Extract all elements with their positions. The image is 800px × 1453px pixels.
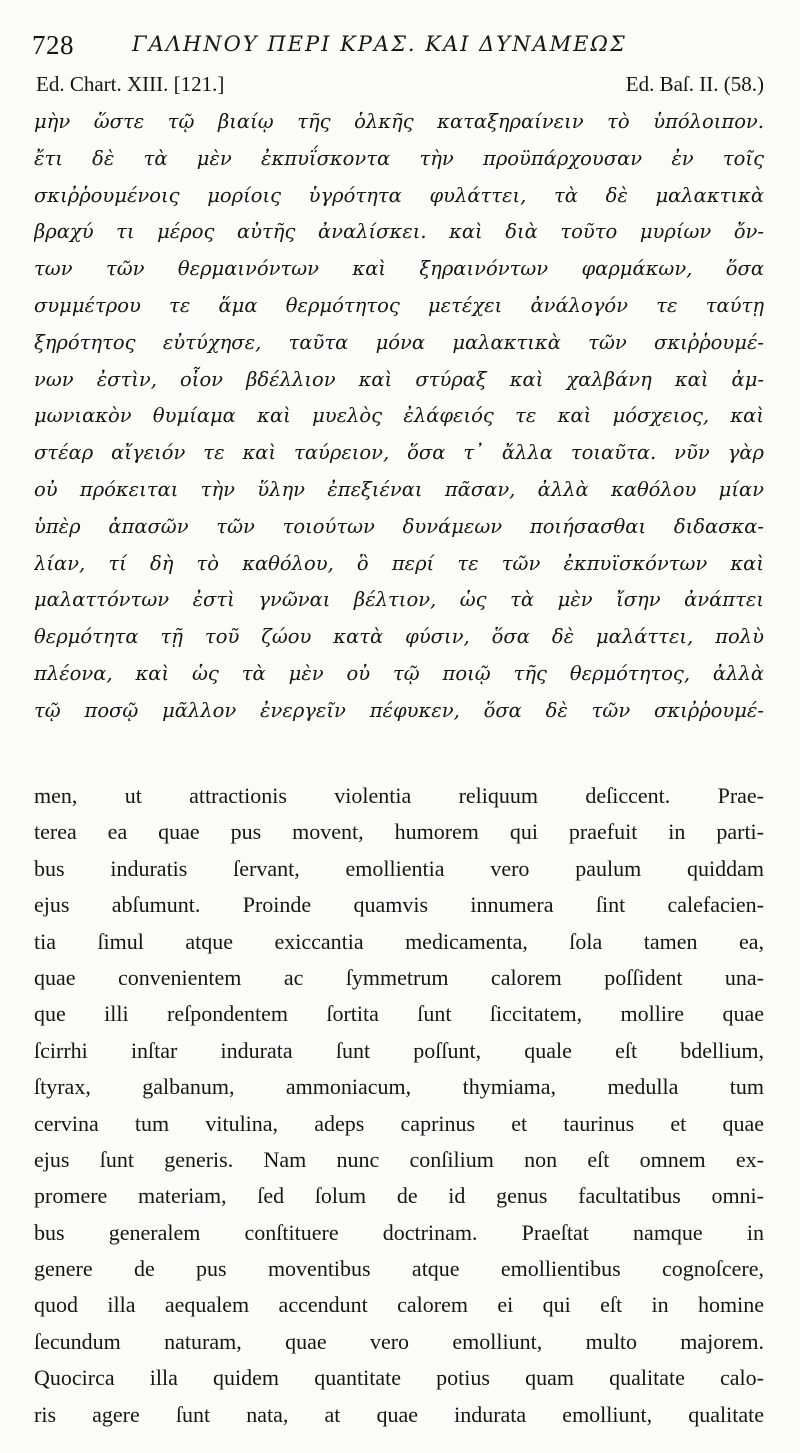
latin-text-line: promere materiam, ſed ſolum de id genus facultatibus omni- <box>34 1183 764 1209</box>
latin-text-line: ſtyrax, galbanum, ammoniacum, thymiama, medulla tum <box>34 1074 764 1100</box>
greek-text-line: μαλαττόντων ἐστὶ γνῶναι βέλτιον, ὡς τὰ μὲν ἴσην ἀνάπτει <box>34 588 764 612</box>
latin-text-line: Quocirca illa quidem quantitate potius quam qualitate calo- <box>34 1365 764 1391</box>
latin-text-line: ſecundum naturam, quae vero emolliunt, multo majorem. <box>34 1328 764 1354</box>
running-title: ΓΑΛΗΝΟΥ ΠΕΡΙ ΚΡΑΣ. ΚΑΙ ΔΥΝΑΜΕΩΣ <box>132 32 627 56</box>
greek-text-line: θερμότητα τῇ τοῦ ζώου κατὰ φύσιν, ὅσα δὲ μαλάττει, πολὺ <box>34 625 764 649</box>
latin-text-line: terea ea quae pus movent, humorem qui praefuit in parti- <box>34 819 764 845</box>
greek-text-line: νων ἐστὶν, οἷον βδέλλιον καὶ στύραξ καὶ χαλβάνη καὶ ἀμ- <box>34 367 764 391</box>
greek-text-line: μὴν ὥστε τῷ βιαίῳ τῆς ὁλκῆς καταξηραίνειν τὸ ὑπόλοιπον. <box>34 110 764 133</box>
edition-reference-chartier: Ed. Chart. XIII. [121.] <box>36 72 225 96</box>
page-header <box>30 28 770 68</box>
greek-text-line: των τῶν θερμαινόντων καὶ ξηραινόντων φαρμάκων, ὅσα <box>34 257 764 281</box>
latin-text-line: ſcirrhi inſtar indurata ſunt poſſunt, quale eſt bdellium, <box>34 1037 764 1063</box>
latin-text-block <box>34 778 764 1433</box>
latin-text-line: men, ut attractionis violentia reliquum deſiccent. Prae- <box>34 783 764 808</box>
latin-text-line: bus generalem conſtituere doctrinam. Praeſtat namque in <box>34 1219 764 1245</box>
greek-text-line: σκιῤῥουμένοις μορίοις ὑγρότητα φυλάττει, τὰ δὲ μαλακτικὰ <box>34 183 764 207</box>
latin-text-line: quod illa aequalem accendunt calorem ei qui eſt in homine <box>34 1292 764 1318</box>
greek-text-line: οὐ πρόκειται τὴν ὕλην ἐπεξιέναι πᾶσαν, ἀλλὰ καθόλου μίαν <box>34 477 764 501</box>
latin-text-line: ejus abſumunt. Proinde quamvis innumera ſint calefacien- <box>34 892 764 918</box>
greek-text-line: λίαν, τί δὴ τὸ καθόλου, ὃ περί τε τῶν ἐκπυϊσκόντων καὶ <box>34 551 764 575</box>
greek-text-line: ξηρότητος εὐτύχησε, ταῦτα μόνα μαλακτικὰ τῶν σκιῤῥουμέ- <box>34 330 764 354</box>
edition-references <box>36 72 764 102</box>
latin-text-line: tia ſimul atque exiccantia medicamenta, ſola tamen ea, <box>34 928 764 954</box>
greek-text-line: συμμέτρου τε ἅμα θερμότητος μετέχει ἀνάλογόν τε ταύτῃ <box>34 293 764 317</box>
greek-text-line: μωνιακὸν θυμίαμα καὶ μυελὸς ἐλάφειός τε καὶ μόσχειος, καὶ <box>34 404 764 428</box>
latin-text-line: que illi reſpondentem ſortita ſunt ſiccitatem, mollire quae <box>34 1001 764 1027</box>
greek-text-line: ἔτι δὲ τὰ μὲν ἐκπυΐσκοντα τὴν προϋπάρχουσαν ἐν τοῖς <box>34 146 764 170</box>
greek-text-line: στέαρ αἴγειόν τε καὶ ταύρειον, ὅσα τ᾽ ἄλλα τοιαῦτα. νῦν γὰρ <box>34 441 764 465</box>
latin-text-line: cervina tum vitulina, adeps caprinus et taurinus et quae <box>34 1110 764 1136</box>
latin-text-line: ejus ſunt generis. Nam nunc conſilium non eſt omnem ex- <box>34 1146 764 1172</box>
latin-text-line: quae convenientem ac ſymmetrum calorem poſſident una- <box>34 964 764 990</box>
greek-text-line: πλέονα, καὶ ὡς τὰ μὲν οὐ τῷ ποιῷ τῆς θερμότητος, ἀλλὰ <box>34 661 764 685</box>
greek-text-line: ὑπὲρ ἁπασῶν τῶν τοιούτων δυνάμεων ποιήσασθαι διδασκα- <box>34 514 764 538</box>
greek-text-line: τῷ ποσῷ μᾶλλον ἐνεργεῖν πέφυκεν, ὅσα δὲ τῶν σκιῤῥουμέ- <box>34 698 764 722</box>
latin-text-line: bus induratis ſervant, emollientia vero paulum quiddam <box>34 855 764 881</box>
edition-reference-basel: Ed. Baſ. II. (58.) <box>625 72 764 96</box>
page-number: 728 <box>32 30 74 60</box>
greek-text-line: βραχύ τι μέρος αὐτῆς ἀναλίσκει. καὶ διὰ τοῦτο μυρίων ὄν- <box>34 220 764 244</box>
latin-text-line: genere de pus moventibus atque emollientibus cognoſcere, <box>34 1256 764 1282</box>
latin-text-line: ris agere ſunt nata, at quae indurata emolliunt, qualitate <box>34 1401 764 1427</box>
greek-text-block <box>34 104 764 730</box>
